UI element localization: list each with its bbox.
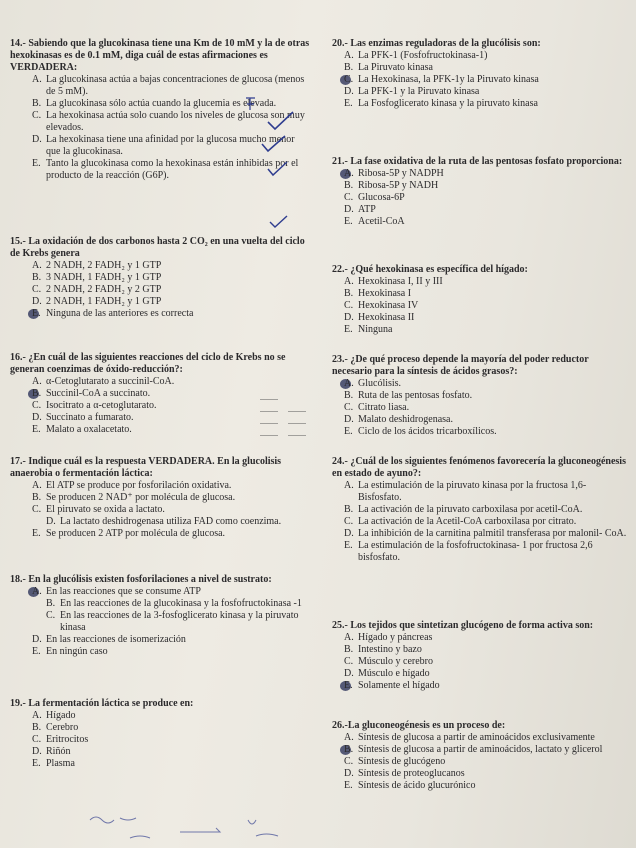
option-e: E. Ciclo de los ácidos tricarboxílicos. xyxy=(344,426,497,437)
option-e: E. La estimulación de la fosfofructokinasa- 1 por fructosa 2,6 bisfosfato. xyxy=(344,540,593,563)
question-title: 20.- Las enzimas reguladoras de la glucólisis son: xyxy=(332,38,541,49)
pen-dash xyxy=(288,435,306,436)
option-e: E. En ningún caso xyxy=(32,646,108,657)
option-d: D. La inhibición de la carnitina palmitil transferasa por malonil- CoA. xyxy=(344,528,627,539)
question-19 xyxy=(10,698,310,770)
option-c: C. Isocitrato a α-cetoglutarato. xyxy=(32,400,157,411)
pen-dash xyxy=(260,411,278,412)
option-a: A. 2 NADH, 2 FADH₂ y 1 GTP xyxy=(32,260,162,271)
option-d: D. Riñón xyxy=(32,746,71,757)
question-23 xyxy=(332,354,628,438)
check-mark-icon xyxy=(268,214,290,230)
option-c: C. En las reacciones de la 3-fosfoglicerato kinasa y la piruvato kinasa xyxy=(46,610,299,633)
option-d: D. ATP xyxy=(344,204,376,215)
option-c: C. Síntesis de glucógeno xyxy=(344,756,446,767)
option-c: C. 2 NADH, 2 FADH₂ y 2 GTP xyxy=(32,284,162,295)
question-title: 26.-La gluconeogénesis es un proceso de: xyxy=(332,720,506,731)
question-title: 14.- Sabiendo que la glucokinasa tiene una Km de 10 mM y la de otras hexokinasas es de 0.1 mM, diga cuál de estas afirmaciones es VERDADERA: xyxy=(10,38,310,73)
question-15 xyxy=(10,236,310,320)
option-a: A. La PFK-1 (Fosfofructokinasa-1) xyxy=(344,50,488,61)
option-b: B. Ribosa-5P y NADH xyxy=(344,180,439,191)
question-title: 17.- Indique cuál es la respuesta VERDADERA. En la glucolisis anaerobia o fermentación láctica: xyxy=(10,456,282,479)
option-e: E. La Fosfoglicerato kinasa y la piruvato kinasa xyxy=(344,98,538,109)
option-c: C. Músculo y cerebro xyxy=(344,656,433,667)
option-b: B. Cerebro xyxy=(32,722,79,733)
question-title: 19.- La fermentación láctica se produce en: xyxy=(10,698,194,709)
option-c: C. La hexokinasa actúa solo cuando los niveles de glucosa son muy elevados. xyxy=(32,110,305,133)
option-d: D. Músculo e hígado xyxy=(344,668,430,679)
option-e: E. Ninguna xyxy=(344,324,393,335)
option-d: D. La PFK-1 y la Piruvato kinasa xyxy=(344,86,480,97)
question-25 xyxy=(332,620,628,692)
question-17 xyxy=(10,456,310,540)
option-c: C. Eritrocitos xyxy=(32,734,89,745)
question-18 xyxy=(10,574,310,658)
option-b: B. Succinil-CoA a succinato. xyxy=(24,388,310,400)
question-title: 22.- ¿Qué hexokinasa es específica del hígado: xyxy=(332,264,528,275)
question-14 xyxy=(10,38,310,182)
option-b: B. Hexokinasa I xyxy=(344,288,412,299)
pen-scribble-icon xyxy=(80,812,280,846)
option-e: E. Ninguna de las anteriores es correcta xyxy=(24,308,310,320)
option-a: A. En las reacciones que se consume ATP xyxy=(24,586,310,598)
option-a: A. α-Cetoglutarato a succinil-CoA. xyxy=(32,376,175,387)
option-d: D. Síntesis de proteoglucanos xyxy=(344,768,465,779)
option-e: E. Se producen 2 ATP por molécula de glucosa. xyxy=(32,528,226,539)
pen-dash xyxy=(288,411,306,412)
option-d: D. 2 NADH, 1 FADH₂ y 1 GTP xyxy=(32,296,162,307)
option-d: D. Succinato a fumarato. xyxy=(32,412,134,423)
pen-scribble-icon xyxy=(244,96,258,112)
option-b: B. En las reacciones de la glucokinasa y la fosfofructokinasa -1 xyxy=(46,598,302,609)
option-e: E. Tanto la glucokinasa como la hexokinasa están inhibidas por el producto de la reacción (G6P). xyxy=(32,158,299,181)
option-a: A. La glucokinasa actúa a bajas concentraciones de glucosa (menos de 5 mM). xyxy=(32,74,305,97)
option-a: A. El ATP se produce por fosforilación oxidativa. xyxy=(32,480,232,491)
option-e: E. Malato a oxalacetato. xyxy=(32,424,132,435)
pen-dash xyxy=(288,423,306,424)
option-b: B. Se producen 2 NAD⁺ por molécula de glucosa. xyxy=(32,492,236,503)
check-mark-icon xyxy=(266,110,296,132)
option-c: C. El piruvato se oxida a lactato. xyxy=(32,504,165,515)
option-b: B. La glucokinasa sólo actúa cuando la glucemia es elevada. xyxy=(32,98,277,109)
check-mark-icon xyxy=(260,134,288,154)
question-title: 15.- La oxidación de dos carbonos hasta 2 CO₂ en una vuelta del ciclo de Krebs genera xyxy=(10,236,305,259)
option-e: E. Solamente el hígado xyxy=(332,680,628,692)
option-a: A. Hígado xyxy=(32,710,76,721)
option-a: A. Ribosa-5P y NADPH xyxy=(332,168,628,180)
question-title: 21.- La fase oxidativa de la ruta de las pentosas fosfato proporciona: xyxy=(332,156,623,167)
option-b: B. La Piruvato kinasa xyxy=(344,62,433,73)
option-b: B. 3 NADH, 1 FADH₂ y 1 GTP xyxy=(32,272,162,283)
option-e: E. Síntesis de ácido glucurónico xyxy=(344,780,476,791)
option-b: B. Intestino y bazo xyxy=(344,644,422,655)
option-c: C. Glucosa-6P xyxy=(344,192,405,203)
option-a: A. La estimulación de la piruvato kinasa por la fructosa 1,6-Bisfosfato. xyxy=(344,480,587,503)
option-d: D. La lactato deshidrogenasa utiliza FAD como coenzima. xyxy=(46,516,282,527)
question-26 xyxy=(332,720,628,792)
option-b: B. Síntesis de glucosa a partir de aminoácidos, lactato y glicerol xyxy=(332,744,628,756)
option-c: C. Citrato liasa. xyxy=(344,402,410,413)
option-c: C. La activación de la Acetil-CoA carboxilasa por citrato. xyxy=(344,516,577,527)
pen-dash xyxy=(260,423,278,424)
option-d: D. En las reacciones de isomerización xyxy=(32,634,186,645)
question-21 xyxy=(332,156,628,228)
option-b: B. La activación de la piruvato carboxilasa por acetil-CoA. xyxy=(344,504,583,515)
option-d: D. Malato deshidrogenasa. xyxy=(344,414,453,425)
check-mark-icon xyxy=(266,160,290,178)
option-c: C. La Hexokinasa, la PFK-1y la Piruvato kinasa xyxy=(332,74,628,86)
option-d: D. Hexokinasa II xyxy=(344,312,415,323)
question-title: 18.- En la glucólisis existen fosforilaciones a nivel de sustrato: xyxy=(10,574,272,585)
option-e: E. Plasma xyxy=(32,758,75,769)
option-a: A. Glucólisis. xyxy=(332,378,628,390)
option-a: A. Hígado y páncreas xyxy=(344,632,433,643)
option-c: C. Hexokinasa IV xyxy=(344,300,419,311)
question-24 xyxy=(332,456,628,564)
question-title: 23.- ¿De qué proceso depende la mayoría del poder reductor necesario para la síntesis de ácidos grasos?: xyxy=(332,354,589,377)
option-e: E. Acetil-CoA xyxy=(344,216,405,227)
option-d: D. La hexokinasa tiene una afinidad por la glucosa mucho menor que la glucokinasa. xyxy=(32,134,295,157)
option-a: A. Síntesis de glucosa a partir de aminoácidos exclusivamente xyxy=(344,732,595,743)
option-a: A. Hexokinasa I, II y III xyxy=(344,276,443,287)
question-20 xyxy=(332,38,628,110)
pen-dash xyxy=(260,399,278,400)
option-b: B. Ruta de las pentosas fosfato. xyxy=(344,390,473,401)
question-22 xyxy=(332,264,628,336)
question-title: 16.- ¿En cuál de las siguientes reacciones del ciclo de Krebs no se generan coenzimas de óxido-reducción?: xyxy=(10,352,286,375)
question-title: 24.- ¿Cuál de los siguientes fenómenos favorecería la gluconeogénesis en estado de ayuno?: xyxy=(332,456,626,479)
pen-dash xyxy=(260,435,278,436)
question-title: 25.- Los tejidos que sintetizan glucógeno de forma activa son: xyxy=(332,620,594,631)
